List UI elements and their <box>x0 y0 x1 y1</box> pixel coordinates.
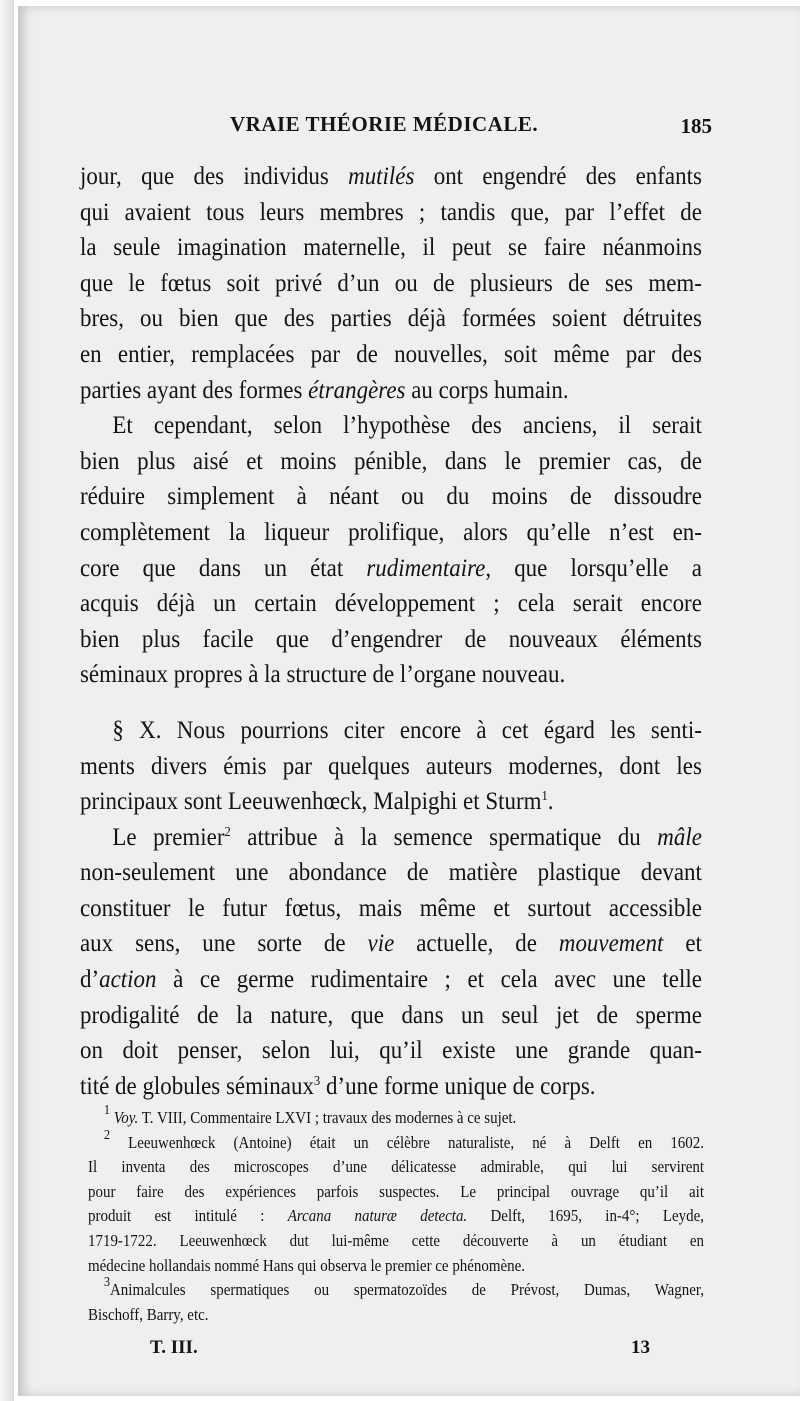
text-run: Delft, 1695, in-4°; Leyde, <box>467 1206 704 1226</box>
text-run: Et cependant, selon l’hypothèse des anciens, il serait <box>112 410 702 440</box>
footnote-line <box>88 1303 704 1328</box>
footnote-line <box>88 1204 704 1229</box>
text-run: bien plus facile que d’engendrer de nouveaux éléments <box>80 623 702 653</box>
paragraph <box>80 407 702 692</box>
text-run: T. VIII, Commentaire LXVI ; travaux des modernes à ce sujet. <box>138 1108 517 1127</box>
text-line <box>80 300 702 336</box>
running-title: VRAIE THÉORIE MÉDICALE. <box>230 112 539 136</box>
footnote-line <box>88 1254 704 1279</box>
text-line <box>80 621 702 657</box>
text-run: actuelle, de <box>394 928 559 958</box>
text-run: Bischoff, Barry, etc. <box>88 1304 209 1324</box>
text-line <box>80 997 702 1033</box>
text-line <box>80 514 702 550</box>
sheet-number: 13 <box>631 1337 650 1358</box>
text-run: prodigalité de la nature, que dans un seul jet de sperme <box>80 999 702 1029</box>
paragraph-gap <box>80 692 702 712</box>
text-line <box>80 783 702 819</box>
text-run: aux sens, une sorte de <box>80 928 368 958</box>
footnotes <box>88 1103 704 1327</box>
text-run: attribue à la semence spermatique du <box>230 821 658 851</box>
text-run: séminaux propres à la structure de l’organe nouveau. <box>80 659 566 689</box>
text-run: bien plus aisé et moins pénible, dans le premier cas, de <box>80 445 702 475</box>
text-line <box>80 372 702 408</box>
text-run: Animalcules spermatiques ou spermatozoïdes de Prévost, Dumas, Wagner, <box>110 1280 704 1300</box>
italic-text: mâle <box>657 821 702 851</box>
italic-text: rudimentaire, <box>366 552 492 582</box>
italic-text: action <box>99 964 157 994</box>
text-run: Il inventa des microscopes d’une délicatesse admirable, qui lui servirent <box>88 1157 704 1177</box>
footnote-marker: 1 <box>541 789 548 805</box>
text-line <box>80 407 702 443</box>
text-run: médecine hollandais nommé Hans qui observa le premier ce phénomène. <box>88 1255 526 1275</box>
italic-text: mutilés <box>348 161 415 190</box>
text-line <box>80 194 702 230</box>
footnote <box>88 1275 704 1327</box>
page-footer <box>150 1337 650 1367</box>
text-line <box>80 961 702 997</box>
italic-text: vie <box>367 928 395 958</box>
italic-text: mouvement <box>558 928 664 958</box>
page-header <box>80 112 712 146</box>
footnote <box>88 1127 704 1279</box>
italic-text: Voy. <box>113 1108 139 1127</box>
page-number: 185 <box>680 114 712 138</box>
text-run: jour, que des individus <box>80 161 349 190</box>
text-run: 1719-1722. Leeuwenhœck dut lui-même cette découverte à un étudiant en <box>88 1230 704 1250</box>
text-run: d’ <box>80 964 100 994</box>
text-line <box>80 550 702 586</box>
footnote-line <box>88 1103 704 1131</box>
text-run: qui avaient tous leurs membres ; tandis que, par l’effet de <box>80 196 702 226</box>
text-run: Le premier <box>112 821 225 851</box>
volume-signature: T. III. <box>150 1337 198 1358</box>
text-run: core que dans un état <box>80 552 367 582</box>
text-run: ments divers émis par quelques auteurs modernes, dont les <box>80 750 702 780</box>
text-run: principaux sont Leeuwenhœck, Malpighi et Sturm <box>80 786 542 816</box>
footnote <box>88 1103 704 1131</box>
text-run: § X. Nous pourrions citer encore à cet égard les senti- <box>112 714 702 744</box>
text-line <box>80 1032 702 1068</box>
text-line <box>80 229 702 265</box>
text-run: la seule imagination maternelle, il peut se faire néanmoins <box>80 232 702 262</box>
text-run: pour faire des expériences parfois suspectes. Le principal ouvrage qu’il ait <box>88 1181 704 1201</box>
text-line <box>80 443 702 479</box>
text-line <box>80 925 702 961</box>
italic-text: Arcana naturæ detecta. <box>287 1206 468 1226</box>
footnote-marker: 3 <box>103 1275 110 1291</box>
footnote-line <box>88 1275 704 1303</box>
text-run: bres, ou bien que des parties déjà formées soient détruites <box>80 303 702 333</box>
text-run: à ce germe rudimentaire ; et cela avec une telle <box>156 964 702 994</box>
text-run: tité de globules séminaux <box>80 1070 314 1100</box>
text-line <box>80 656 702 692</box>
text-line <box>80 854 702 890</box>
text-run: complètement la liqueur prolifique, alors qu’elle n’est en- <box>80 516 702 546</box>
text-line <box>80 336 702 372</box>
footnote-marker: 2 <box>224 824 231 840</box>
paragraph <box>80 819 702 1104</box>
text-line <box>80 265 702 301</box>
footnote-line <box>88 1229 704 1254</box>
text-run: non-seulement une abondance de matière plastique devant <box>80 857 702 887</box>
text-run: au corps humain. <box>405 374 569 404</box>
text-run: . <box>547 786 554 816</box>
body-text <box>80 158 702 1103</box>
text-line <box>80 712 702 748</box>
text-run: parties ayant des formes <box>80 374 309 404</box>
text-line <box>80 585 702 621</box>
footnote-marker: 3 <box>313 1073 321 1089</box>
text-run: en entier, remplacées par de nouvelles, soit même par des <box>80 338 702 368</box>
paragraph <box>80 158 702 407</box>
text-run: acquis déjà un certain développement ; cela serait encore <box>80 588 702 618</box>
text-run: que le fœtus soit privé d’un ou de plusieurs de ses mem- <box>80 267 702 297</box>
text-run: Leeuwenhœck (Antoine) était un célèbre naturaliste, né à Delft en 1602. <box>110 1132 704 1152</box>
text-run: ont engendré des enfants <box>414 161 702 190</box>
text-line <box>80 478 702 514</box>
page-gutter <box>0 0 14 1401</box>
text-run: constituer le futur fœtus, mais même et surtout accessible <box>80 892 702 922</box>
text-line <box>80 158 702 194</box>
footnote-line <box>88 1155 704 1180</box>
text-run: on doit penser, selon lui, qu’il existe une grande quan- <box>80 1035 702 1065</box>
footnote-line <box>88 1180 704 1205</box>
text-line <box>80 1068 702 1104</box>
italic-text: étrangères <box>308 374 406 404</box>
footnote-marker: 2 <box>103 1127 110 1143</box>
footnote-marker: 1 <box>103 1103 110 1118</box>
text-line <box>80 890 702 926</box>
text-run: et <box>663 928 702 958</box>
text-run: réduire simplement à néant ou du moins de dissoudre <box>80 481 702 511</box>
text-line <box>80 748 702 784</box>
text-run: produit est intitulé : <box>88 1206 288 1226</box>
text-run: d’une forme unique de corps. <box>320 1070 596 1100</box>
text-line <box>80 819 702 855</box>
text-run: que lorsqu’elle a <box>491 552 702 582</box>
footnote-line <box>88 1127 704 1156</box>
paragraph <box>80 712 702 819</box>
